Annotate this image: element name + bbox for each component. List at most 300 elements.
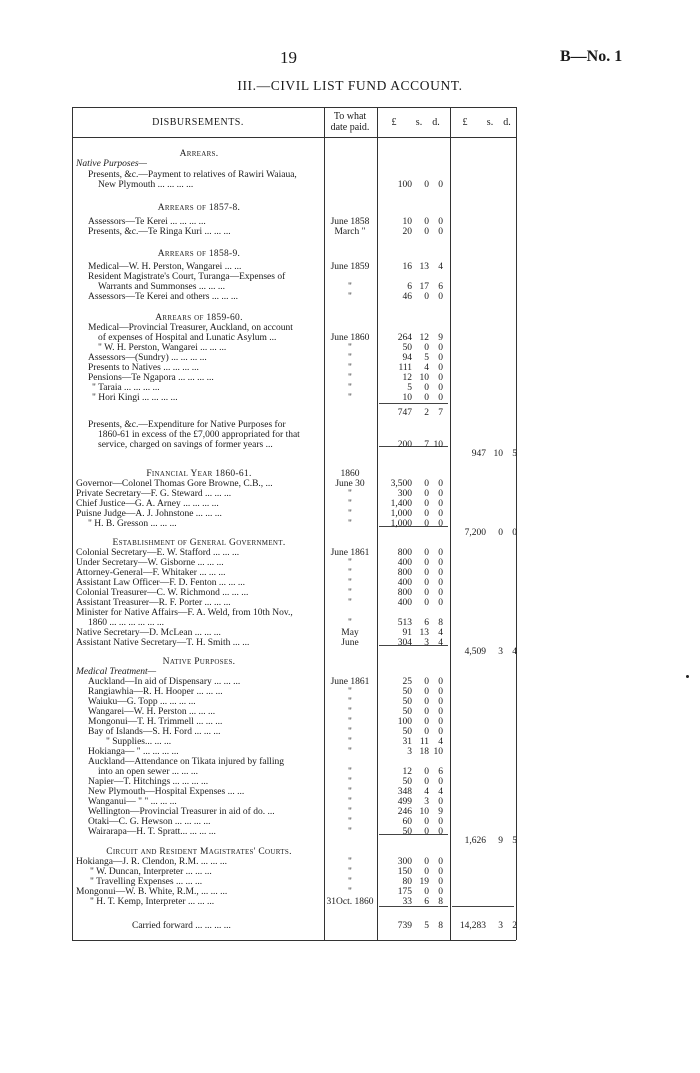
- row-shillings: 3: [424, 638, 429, 648]
- row-description: Auckland—Attendance on Tikata injured by falling: [88, 757, 285, 767]
- table-row: [76, 528, 516, 538]
- row-pounds: 1,000: [390, 519, 412, 529]
- row-description: " Hori Kingi ... ... ... ...: [92, 393, 178, 403]
- row-pence: 0: [438, 707, 443, 717]
- row-pounds: 3,500: [390, 479, 412, 489]
- row-description: Medical—Provincial Treasurer, Auckland, on account: [88, 323, 293, 333]
- row-pounds: 50: [402, 777, 412, 787]
- row-date-paid: ": [348, 519, 352, 529]
- row-description: 1860-61 in excess of the £7,000 appropriated for that: [98, 430, 300, 440]
- row-date-paid: ": [348, 857, 352, 867]
- row-date-paid: June 30: [335, 479, 365, 489]
- row-date-paid: ": [348, 578, 352, 588]
- row-description: Presents, &c.—Te Ringa Kuri ... ... ...: [88, 227, 231, 237]
- table-row: [76, 647, 516, 657]
- row-date-paid: ": [348, 687, 352, 697]
- row-description: Under Secretary—W. Gisborne ... ... ...: [76, 558, 224, 568]
- row-pence: 0: [438, 887, 443, 897]
- row-pounds: 175: [397, 887, 412, 897]
- row-shillings: 0: [424, 568, 429, 578]
- row-shillings: 18: [419, 747, 429, 757]
- row-shillings: 0: [424, 383, 429, 393]
- row-shillings: 0: [424, 777, 429, 787]
- row-pence: 0: [438, 687, 443, 697]
- row-description: Arrears of 1859-60.: [155, 313, 243, 323]
- row-date-paid: ": [348, 363, 352, 373]
- table-row: [76, 548, 516, 558]
- table-row: [76, 887, 516, 897]
- row-description: Auckland—In aid of Dispensary ... ... ...: [88, 677, 241, 687]
- table-row: [76, 489, 516, 499]
- row-date-paid: 31Oct. 1860: [326, 897, 374, 907]
- table-row: [76, 373, 516, 383]
- row-pounds: 100: [397, 180, 412, 190]
- row-shillings: 13: [419, 628, 429, 638]
- row-pounds: 400: [397, 558, 412, 568]
- row-date-paid: ": [348, 509, 352, 519]
- row-pounds: 348: [397, 787, 412, 797]
- row-pounds: 60: [402, 817, 412, 827]
- row-pence: 9: [438, 807, 443, 817]
- row-total-pounds: 1,626: [464, 836, 486, 846]
- row-pence: 0: [438, 727, 443, 737]
- row-description: Bay of Islands—S. H. Ford ... ... ...: [88, 727, 221, 737]
- row-shillings: 0: [424, 677, 429, 687]
- row-pence: 6: [438, 767, 443, 777]
- row-description: Presents, &c.—Payment to relatives of Rawiri Waiaua,: [88, 170, 297, 180]
- row-pence: 0: [438, 558, 443, 568]
- table-row: [76, 687, 516, 697]
- row-pounds: 91: [402, 628, 412, 638]
- row-description: Medical—W. H. Perston, Wangarei ... ...: [88, 262, 242, 272]
- row-date-paid: June 1861: [330, 548, 370, 558]
- row-description: Assistant Native Secretary—T. H. Smith ... ...: [76, 638, 250, 648]
- row-shillings: 5: [424, 921, 429, 931]
- row-date-paid: ": [348, 353, 352, 363]
- table-row: [76, 588, 516, 598]
- row-pence: 8: [438, 897, 443, 907]
- table-row: [76, 727, 516, 737]
- row-total-pounds: 14,283: [459, 921, 486, 931]
- row-description: Otaki—C. G. Hewson ... ... ... ...: [88, 817, 211, 827]
- row-description: " Travelling Expenses ... ... ...: [90, 877, 203, 887]
- row-date-paid: ": [348, 558, 352, 568]
- table-row: [76, 608, 516, 618]
- row-pence: 4: [438, 262, 443, 272]
- table-row: [76, 817, 516, 827]
- table-row: [76, 170, 516, 180]
- row-description: " Supplies... ... ...: [106, 737, 172, 747]
- row-pounds: 50: [402, 727, 412, 737]
- row-description: Resident Magistrate's Court, Turanga—Expenses of: [88, 272, 286, 282]
- row-description: Puisne Judge—A. J. Johnstone ... ... ...: [76, 509, 222, 519]
- row-date-paid: ": [348, 767, 352, 777]
- table-row: [76, 479, 516, 489]
- table-row: [76, 249, 516, 259]
- row-description: Assistant Law Officer—F. D. Fenton ... ... ...: [76, 578, 245, 588]
- row-total-pounds: 947: [471, 449, 486, 459]
- row-total-shillings: 3: [498, 921, 503, 931]
- row-pence: 0: [438, 180, 443, 190]
- row-shillings: 0: [424, 687, 429, 697]
- table-row: [76, 836, 516, 846]
- table-row: [76, 272, 516, 282]
- row-pounds: 304: [397, 638, 412, 648]
- row-date-paid: ": [348, 727, 352, 737]
- table-row: [76, 227, 516, 237]
- row-description: Rangiawhia—R. H. Hooper ... ... ...: [88, 687, 223, 697]
- row-shillings: 0: [424, 727, 429, 737]
- table-row: [76, 867, 516, 877]
- table-row: [76, 262, 516, 272]
- row-date-paid: ": [348, 827, 352, 837]
- row-shillings: 0: [424, 292, 429, 302]
- row-date-paid: ": [348, 887, 352, 897]
- row-shillings: 5: [424, 353, 429, 363]
- row-pounds: 246: [397, 807, 412, 817]
- table-row: [76, 618, 516, 628]
- row-date-paid: ": [348, 707, 352, 717]
- row-shillings: 0: [424, 578, 429, 588]
- row-pence: 0: [438, 353, 443, 363]
- row-total-pence: 5: [512, 836, 517, 846]
- column-header-total-shillings: s.: [486, 117, 494, 128]
- row-pence: 0: [438, 548, 443, 558]
- row-shillings: 0: [424, 887, 429, 897]
- row-description: " W. Duncan, Interpreter ... ... ...: [90, 867, 212, 877]
- row-shillings: 10: [419, 807, 429, 817]
- table-row: [76, 598, 516, 608]
- row-description: Assessors—(Sundry) ... ... ... ...: [88, 353, 207, 363]
- row-shillings: 0: [424, 217, 429, 227]
- row-description: Medical Treatment—: [76, 667, 157, 677]
- row-date-paid: ": [348, 797, 352, 807]
- row-shillings: 0: [424, 479, 429, 489]
- page-number: 19: [280, 48, 297, 67]
- row-description: Assistant Treasurer—R. F. Porter ... ... ...: [76, 598, 231, 608]
- table-bottom-rule: [72, 940, 516, 941]
- row-shillings: 6: [424, 618, 429, 628]
- row-shillings: 0: [424, 227, 429, 237]
- row-description: Hokianga— " ... ... ... ...: [88, 747, 179, 757]
- table-row: [76, 847, 516, 857]
- row-pence: 10: [433, 440, 443, 450]
- table-row: [76, 747, 516, 757]
- row-description: Attorney-General—F. Whitaker ... ... ...: [76, 568, 226, 578]
- row-description: Hokianga—J. R. Clendon, R.M. ... ... ...: [76, 857, 227, 867]
- row-pounds: 499: [397, 797, 412, 807]
- row-shillings: 4: [424, 363, 429, 373]
- row-pence: 0: [438, 857, 443, 867]
- row-shillings: 0: [424, 393, 429, 403]
- table-row: [76, 449, 516, 459]
- row-date-paid: ": [348, 717, 352, 727]
- table-row: [76, 180, 516, 190]
- row-shillings: 0: [424, 827, 429, 837]
- row-description: Wangarei—W. H. Perston ... ... ...: [88, 707, 216, 717]
- table-row: [76, 217, 516, 227]
- row-shillings: 6: [424, 897, 429, 907]
- row-pence: 4: [438, 638, 443, 648]
- row-date-paid: ": [348, 383, 352, 393]
- row-shillings: 19: [419, 877, 429, 887]
- row-pence: 0: [438, 393, 443, 403]
- row-pence: 0: [438, 568, 443, 578]
- table-row: [76, 408, 516, 418]
- row-pounds: 5: [407, 383, 412, 393]
- row-shillings: 3: [424, 797, 429, 807]
- row-pounds: 16: [402, 262, 412, 272]
- row-description: Circuit and Resident Magistrates' Courts.: [106, 847, 292, 857]
- row-description: service, charged on savings of former years ...: [98, 440, 273, 450]
- row-shillings: 0: [424, 588, 429, 598]
- row-pounds: 50: [402, 697, 412, 707]
- table-row: [76, 857, 516, 867]
- row-date-paid: ": [348, 877, 352, 887]
- row-pounds: 150: [397, 867, 412, 877]
- row-description: " Taraia ... ... ... ...: [92, 383, 160, 393]
- row-shillings: 0: [424, 717, 429, 727]
- row-shillings: 0: [424, 598, 429, 608]
- row-date-paid: June 1859: [330, 262, 370, 272]
- row-date-paid: ": [348, 568, 352, 578]
- row-description: Arrears of 1858-9.: [157, 249, 241, 259]
- row-date-paid: ": [348, 747, 352, 757]
- table-row: [76, 203, 516, 213]
- row-date-paid: ": [348, 489, 352, 499]
- row-pence: 0: [438, 697, 443, 707]
- row-total-shillings: 0: [498, 528, 503, 538]
- row-shillings: 0: [424, 817, 429, 827]
- row-shillings: 7: [424, 440, 429, 450]
- row-pounds: 400: [397, 598, 412, 608]
- row-pence: 4: [438, 737, 443, 747]
- row-pounds: 12: [402, 373, 412, 383]
- row-pounds: 3: [407, 747, 412, 757]
- row-shillings: 0: [424, 707, 429, 717]
- row-description: Wellington—Provincial Treasurer in aid of do. ...: [88, 807, 275, 817]
- row-description: Colonial Secretary—E. W. Stafford ... ... ...: [76, 548, 240, 558]
- table-row: [76, 509, 516, 519]
- table-row: [76, 383, 516, 393]
- row-description: Mongonui—T. H. Trimmell ... ... ...: [88, 717, 223, 727]
- row-total-pounds: 7,200: [464, 528, 486, 538]
- row-date-paid: ": [348, 343, 352, 353]
- row-pence: 0: [438, 383, 443, 393]
- row-pounds: 50: [402, 687, 412, 697]
- row-shillings: 0: [424, 509, 429, 519]
- row-description: Napier—T. Hitchings ... ... ... ...: [88, 777, 209, 787]
- row-pounds: 200: [397, 440, 412, 450]
- row-pounds: 300: [397, 857, 412, 867]
- row-date-paid: March ": [334, 227, 366, 237]
- table-row: [76, 363, 516, 373]
- row-description: Assessors—Te Kerei ... ... ... ...: [88, 217, 206, 227]
- row-date-paid: ": [348, 787, 352, 797]
- row-description: into an open sewer ... ... ...: [98, 767, 198, 777]
- table-row: [76, 430, 516, 440]
- row-date-paid: ": [348, 697, 352, 707]
- row-description: Arrears of 1857-8.: [157, 203, 241, 213]
- row-pence: 0: [438, 777, 443, 787]
- row-pounds: 739: [397, 921, 412, 931]
- row-pounds: 50: [402, 343, 412, 353]
- row-date-paid: ": [348, 588, 352, 598]
- row-description: Colonial Treasurer—C. W. Richmond ... ... ...: [76, 588, 249, 598]
- row-description: Assessors—Te Kerei and others ... ... ...: [88, 292, 238, 302]
- row-pounds: 25: [402, 677, 412, 687]
- row-description: " H. T. Kemp, Interpreter ... ... ...: [90, 897, 215, 907]
- row-description: Presents to Natives ... ... ... ...: [88, 363, 199, 373]
- table-row: [76, 292, 516, 302]
- table-row: [76, 677, 516, 687]
- row-shillings: 0: [424, 767, 429, 777]
- row-description: of expenses of Hospital and Lunatic Asylum ...: [98, 333, 277, 343]
- row-description: Wairarapa—H. T. Spratt... ... ... ...: [88, 827, 216, 837]
- row-shillings: 11: [419, 737, 429, 747]
- row-shillings: 0: [424, 519, 429, 529]
- row-date-paid: ": [348, 598, 352, 608]
- row-pence: 0: [438, 363, 443, 373]
- table-row: [76, 149, 516, 159]
- row-description: Pensions—Te Ngapora ... ... ... ...: [88, 373, 214, 383]
- row-shillings: 0: [424, 697, 429, 707]
- row-pence: 0: [438, 578, 443, 588]
- row-date-paid: ": [348, 373, 352, 383]
- row-pence: 0: [438, 217, 443, 227]
- row-pence: 0: [438, 817, 443, 827]
- row-date-paid: ": [348, 807, 352, 817]
- row-pounds: 6: [407, 282, 412, 292]
- row-shillings: 13: [419, 262, 429, 272]
- table-row: [76, 353, 516, 363]
- row-shillings: 17: [419, 282, 429, 292]
- table-row: [76, 393, 516, 403]
- row-pounds: 747: [397, 408, 412, 418]
- row-date-paid: ": [348, 867, 352, 877]
- table-row: [76, 757, 516, 767]
- row-shillings: 4: [424, 787, 429, 797]
- row-pounds: 1,400: [390, 499, 412, 509]
- column-header-total-pounds: £: [462, 117, 468, 128]
- row-description: Native Purposes—: [76, 159, 147, 169]
- row-total-pounds: 4,509: [464, 647, 486, 657]
- row-date-paid: ": [348, 282, 352, 292]
- row-date-paid: ": [348, 777, 352, 787]
- row-pence: 0: [438, 717, 443, 727]
- table-row: [76, 707, 516, 717]
- row-date-paid: ": [348, 499, 352, 509]
- column-header-pence: d.: [432, 117, 440, 128]
- row-pence: 0: [438, 877, 443, 887]
- row-description: Native Purposes.: [162, 657, 236, 667]
- table-row: [76, 737, 516, 747]
- row-description: Financial Year 1860-61.: [146, 469, 252, 479]
- table-row: [76, 343, 516, 353]
- row-description: New Plymouth ... ... ... ...: [98, 180, 194, 190]
- row-description: Arrears.: [179, 149, 219, 159]
- row-description: Mongonui—W. B. White, R.M., ... ... ...: [76, 887, 228, 897]
- table-row: [76, 313, 516, 323]
- row-date-paid: May: [341, 628, 359, 638]
- table-row: [76, 628, 516, 638]
- row-pence: 0: [438, 509, 443, 519]
- row-description: " W. H. Perston, Wangarei ... ... ...: [98, 343, 227, 353]
- row-pounds: 31: [402, 737, 412, 747]
- row-pence: 7: [438, 408, 443, 418]
- row-pounds: 12: [402, 767, 412, 777]
- row-pence: 0: [438, 598, 443, 608]
- row-total-shillings: 3: [498, 647, 503, 657]
- row-date-paid: June 1860: [330, 333, 370, 343]
- row-pence: 8: [438, 618, 443, 628]
- row-pence: 0: [438, 827, 443, 837]
- table-row: [76, 538, 516, 548]
- column-header-pounds: £: [391, 117, 397, 128]
- row-pence: 0: [438, 677, 443, 687]
- row-pounds: 33: [402, 897, 412, 907]
- row-description: Wanganui— " " ... ... ...: [88, 797, 177, 807]
- row-date-paid: ": [348, 393, 352, 403]
- table-row: [76, 877, 516, 887]
- table-row: [76, 558, 516, 568]
- row-date-paid: ": [348, 737, 352, 747]
- table-row: [76, 323, 516, 333]
- table-row: [76, 777, 516, 787]
- table-row: [76, 897, 516, 907]
- row-pence: 0: [438, 343, 443, 353]
- table-row: [76, 282, 516, 292]
- row-date-paid: 1860: [340, 469, 360, 479]
- right-border: [516, 107, 517, 940]
- row-pence: 8: [438, 921, 443, 931]
- row-date-paid: ": [348, 817, 352, 827]
- row-date-paid: ": [348, 292, 352, 302]
- row-pounds: 111: [398, 363, 412, 373]
- row-date-paid: June 1861: [330, 677, 370, 687]
- margin-mark: [686, 675, 689, 678]
- row-pounds: 800: [397, 568, 412, 578]
- table-row: [76, 499, 516, 509]
- column-header-total-pence: d.: [503, 117, 511, 128]
- row-pounds: 1,000: [390, 509, 412, 519]
- table-row: [76, 657, 516, 667]
- row-date-paid: June: [341, 638, 359, 648]
- column-header-shillings: s.: [415, 117, 423, 128]
- row-pence: 4: [438, 787, 443, 797]
- row-total-pence: 4: [512, 647, 517, 657]
- row-shillings: 2: [424, 408, 429, 418]
- row-date-paid: June 1858: [330, 217, 370, 227]
- left-border: [72, 107, 73, 940]
- row-pounds: 100: [397, 717, 412, 727]
- row-pounds: 800: [397, 548, 412, 558]
- row-total-pence: 0: [512, 528, 517, 538]
- row-description: New Plymouth—Hospital Expenses ... ...: [88, 787, 245, 797]
- table-row: [76, 578, 516, 588]
- row-description: Carried forward ... ... ... ...: [132, 921, 231, 931]
- row-shillings: 0: [424, 857, 429, 867]
- table-row: [76, 797, 516, 807]
- table-row: [76, 469, 516, 479]
- row-total-pence: 2: [512, 921, 517, 931]
- row-date-paid: ": [348, 618, 352, 628]
- row-pounds: 80: [402, 877, 412, 887]
- table-row: [76, 787, 516, 797]
- table-row: [76, 697, 516, 707]
- column-header-disbursements: DISBURSEMENTS.: [152, 117, 244, 128]
- row-pounds: 50: [402, 827, 412, 837]
